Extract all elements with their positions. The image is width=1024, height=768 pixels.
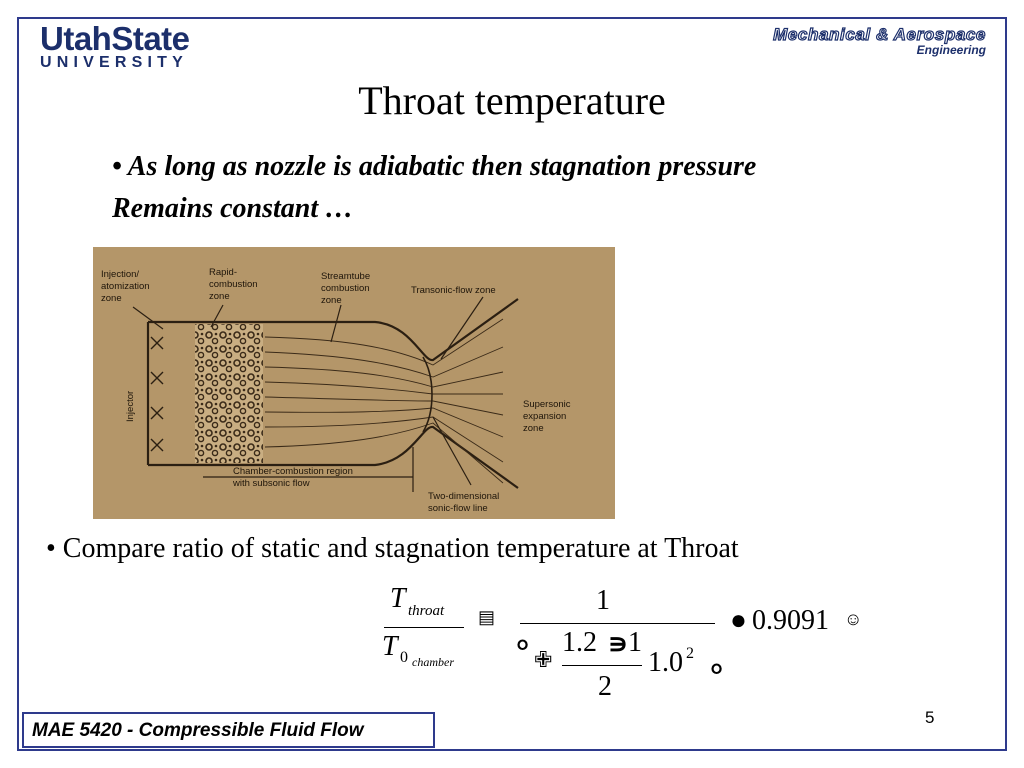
rhs-inner-fraction-bar: [562, 665, 642, 666]
usu-logo: [40, 22, 190, 71]
lhs-numerator-T: T: [390, 583, 406, 614]
bullet-compare-ratio: • Compare ratio of static and stagnation temperature at Throat: [46, 533, 739, 564]
page-number: 5: [925, 708, 935, 727]
label-injector: Injector: [125, 390, 136, 422]
rhs-mach: 1.0: [648, 647, 683, 678]
left-paren-glyph: ⚬: [510, 630, 536, 663]
label-sonic-line2: sonic-flow line: [428, 503, 488, 514]
label-streamtube-line3: zone: [321, 295, 342, 306]
usu-logo-name: UtahState: [40, 20, 190, 57]
rapid-combustion-zone: [195, 324, 263, 463]
lhs-denominator-T: T: [382, 631, 398, 662]
rhs-gamma: 1.2: [562, 627, 597, 658]
lhs-numerator-subscript: throat: [408, 603, 445, 619]
lhs-denominator-zero: 0: [400, 649, 408, 666]
trailing-glyph: ☺: [844, 609, 863, 629]
label-sonic-line1: Two-dimensional: [428, 491, 500, 502]
rhs-exponent: 2: [686, 645, 694, 662]
nozzle-diagram-photo: [93, 247, 615, 519]
result-bullet-glyph: ●: [730, 605, 747, 636]
result-value: 0.9091: [752, 605, 829, 636]
label-rapid-line1: Rapid-: [209, 267, 237, 278]
course-footer-box: [22, 712, 435, 748]
nozzle-diagram: [93, 247, 615, 519]
label-supersonic-line1: Supersonic: [523, 399, 571, 410]
label-transonic: Transonic-flow zone: [411, 285, 496, 296]
lhs-fraction-bar: [384, 627, 464, 628]
lhs-denominator-subscript: chamber: [412, 655, 454, 669]
label-injection-line3: zone: [101, 293, 122, 304]
minus-glyph: ∍: [608, 629, 629, 660]
rhs-numerator: 1: [596, 585, 610, 616]
label-injection-line1: Injection/: [101, 269, 140, 280]
label-injection-line2: atomization: [101, 281, 150, 292]
bullet-adiabatic-line1: • As long as nozzle is adiabatic then stagnation pressure: [112, 151, 757, 182]
rhs-main-fraction-bar: [520, 623, 715, 624]
plus-glyph: ✙: [534, 647, 553, 672]
label-supersonic-line3: zone: [523, 423, 544, 434]
label-chamber-line1: Chamber-combustion region: [233, 466, 353, 477]
bullet-adiabatic: [112, 146, 932, 230]
label-rapid-line3: zone: [209, 291, 230, 302]
usu-logo-sub: UNIVERSITY: [40, 54, 189, 71]
right-paren-glyph: ⚬: [704, 654, 730, 687]
slide-title: Throat temperature: [358, 78, 666, 123]
label-rapid-line2: combustion: [209, 279, 258, 290]
equals-glyph: ▤: [478, 607, 496, 627]
rhs-one: 1: [628, 627, 642, 658]
label-chamber-line2: with subsonic flow: [233, 478, 310, 489]
course-footer-text: MAE 5420 - Compressible Fluid Flow: [32, 720, 364, 741]
department-logo-sub: Engineering: [916, 43, 986, 57]
department-logo-name: Mechanical & Aerospace: [773, 25, 986, 44]
bullet-adiabatic-line2: Remains constant …: [112, 193, 354, 224]
department-logo: [773, 26, 986, 57]
label-supersonic-line2: expansion: [523, 411, 567, 422]
label-streamtube-line1: Streamtube: [321, 271, 371, 282]
label-streamtube-line2: combustion: [321, 283, 370, 294]
temperature-ratio-equation: [370, 583, 890, 708]
rhs-two: 2: [598, 671, 612, 702]
